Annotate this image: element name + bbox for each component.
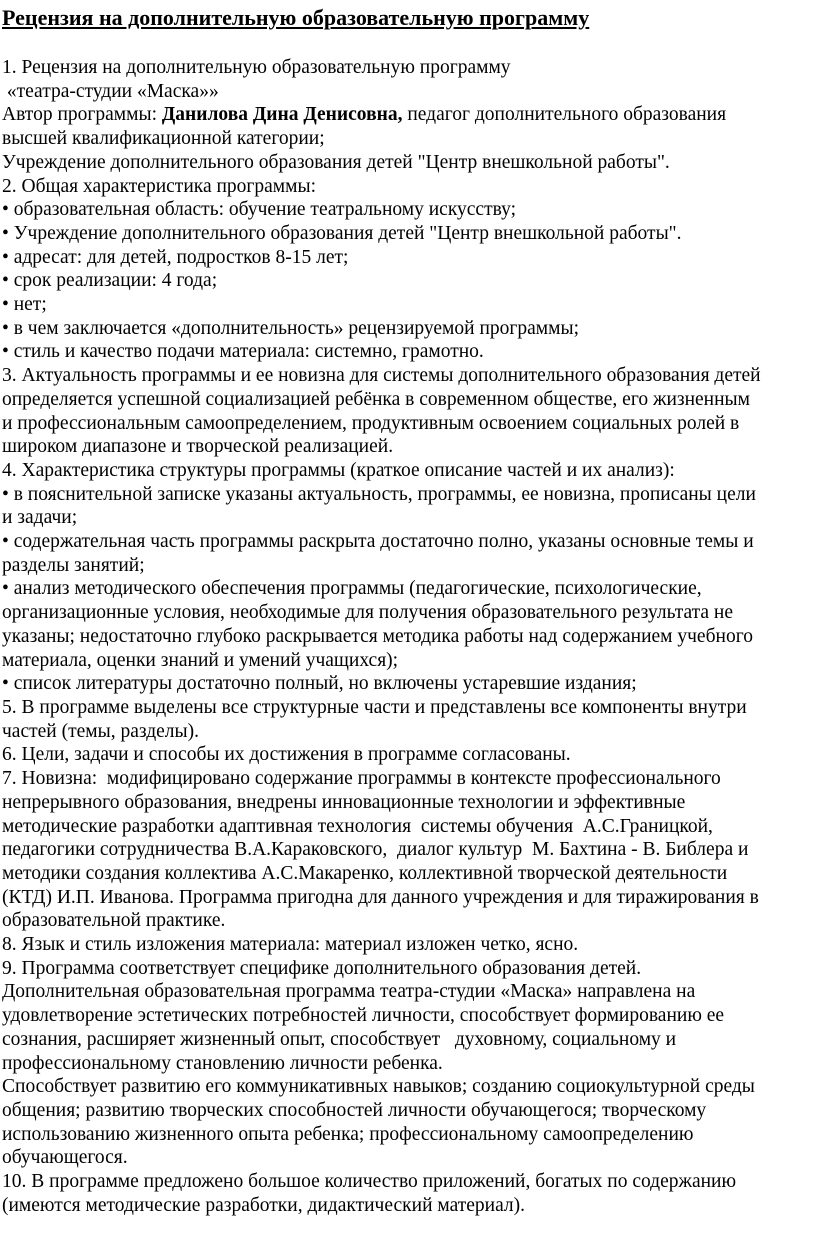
text-line: • содержательная часть программы раскрыта достаточно полно, указаны основные темы и xyxy=(2,531,754,553)
section-10 xyxy=(2,1170,816,1217)
section-1-line: Учреждение дополнительного образования детей "Центр внешкольной работы". xyxy=(2,151,670,173)
author-suffix: педагог дополнительного образования xyxy=(402,104,727,126)
text-line: Дополнительная образовательная программа театра-студии «Маска» направлена на xyxy=(2,981,696,1003)
text-line: удовлетворение эстетических потребностей личности, способствует формированию ее xyxy=(2,1005,725,1027)
text-line: указаны; недостаточно глубоко раскрывается методика работы над содержанием учебного xyxy=(2,625,753,647)
text-line: разделы занятий; xyxy=(2,554,145,576)
text-line: 5. В программе выделены все структурные части и представлены все компоненты внутри xyxy=(2,696,747,718)
text-line: • список литературы достаточно полный, но включены устаревшие издания; xyxy=(2,673,637,695)
text-line: 10. В программе предложено большое количество приложений, богатых по содержанию xyxy=(2,1171,737,1193)
text-line: образовательной практике. xyxy=(2,910,226,932)
text-line: общения; развитию творческих способностей личности обучающегося; творческому xyxy=(2,1099,707,1121)
text-line: • анализ методического обеспечения программы (педагогические, психологические, xyxy=(2,578,702,600)
text-line: профессиональному становлению личности ребенка. xyxy=(2,1052,443,1074)
text-line: 4. Характеристика структуры программы (краткое описание частей и их анализ): xyxy=(2,459,675,481)
section-1-line: «театра-студии «Маска»» xyxy=(2,80,219,102)
author-line xyxy=(2,103,816,127)
text-line: педагогики сотрудничества В.А.Караковского, диалог культур М. Бахтина - В. Библера и xyxy=(2,839,749,861)
text-line: (имеются методические разработки, дидактический материал). xyxy=(2,1194,526,1216)
text-line: непрерывного образования, внедрены инновационные технологии и эффективные xyxy=(2,791,686,813)
section-2-heading: 2. Общая характеристика программы: xyxy=(2,175,317,197)
section-5 xyxy=(2,696,816,743)
section-7 xyxy=(2,767,816,933)
text-line: методики создания коллектива А.С.Макаренко, коллективной творческой деятельности xyxy=(2,862,728,884)
text-line: определяется успешной социализацией ребёнка в современном обществе, его жизненным xyxy=(2,388,750,410)
text-line: и профессиональным самоопределением, продуктивным освоением социальных ролей в xyxy=(2,412,740,434)
section-1-line: 1. Рецензия на дополнительную образовательную программу xyxy=(2,57,511,78)
author-name: Данилова Дина Денисовна, xyxy=(161,104,403,126)
list-item: • стиль и качество подачи материала: системно, грамотно. xyxy=(2,341,484,363)
text-line: 8. Язык и стиль изложения материала: материал изложен четко, ясно. xyxy=(2,934,579,956)
text-line: обучающегося. xyxy=(2,1147,128,1169)
section-1-line: высшей квалификационной категории; xyxy=(2,128,325,150)
list-item: • срок реализации: 4 года; xyxy=(2,270,218,292)
text-line: организационные условия, необходимые для получения образовательного результата не xyxy=(2,602,734,624)
text-line: 6. Цели, задачи и способы их достижения в программе согласованы. xyxy=(2,744,571,766)
text-line: материала, оценки знаний и умений учащихся); xyxy=(2,649,399,671)
text-line: 3. Актуальность программы и ее новизна для системы дополнительного образования детей xyxy=(2,365,761,387)
text-line: • в пояснительной записке указаны актуальность, программы, ее новизна, прописаны цели xyxy=(2,483,756,505)
text-line: Способствует развитию его коммуникативных навыков; созданию социокультурной среды xyxy=(2,1076,755,1098)
section-1 xyxy=(2,56,816,175)
author-prefix: Автор программы: xyxy=(2,104,162,126)
section-3 xyxy=(2,364,816,459)
list-item: • образовательная область: обучение театральному искусству; xyxy=(2,199,517,221)
list-item: • нет; xyxy=(2,294,47,316)
text-line: использованию жизненного опыта ребенка; профессиональному самоопределению xyxy=(2,1123,694,1145)
text-line: и задачи; xyxy=(2,507,78,529)
text-line: сознания, расширяет жизненный опыт, способствует духовному, социальному и xyxy=(2,1028,677,1050)
list-item: • в чем заключается «дополнительность» рецензируемой программы; xyxy=(2,317,579,339)
list-item: • адресат: для детей, подростков 8-15 лет; xyxy=(2,246,349,268)
text-line: частей (темы, разделы). xyxy=(2,720,199,742)
spacer xyxy=(2,31,816,56)
text-line: (КТД) И.П. Иванова. Программа пригодна для данного учреждения и для тиражирования в xyxy=(2,886,759,908)
section-4 xyxy=(2,459,816,696)
section-6 xyxy=(2,743,816,767)
section-9 xyxy=(2,957,816,1170)
section-2 xyxy=(2,175,816,365)
section-8 xyxy=(2,933,816,957)
list-item: • Учреждение дополнительного образования детей "Центр внешкольной работы". xyxy=(2,222,682,244)
text-line: 7. Новизна: модифицировано содержание программы в контексте профессионального xyxy=(2,768,721,790)
text-line: 9. Программа соответствует специфике дополнительного образования детей. xyxy=(2,957,642,979)
text-line: методические разработки адаптивная технология системы обучения А.С.Границкой, xyxy=(2,815,713,837)
document-title: Рецензия на дополнительную образовательную программу xyxy=(2,5,590,30)
text-line: широком диапазоне и творческой реализацией. xyxy=(2,436,394,458)
